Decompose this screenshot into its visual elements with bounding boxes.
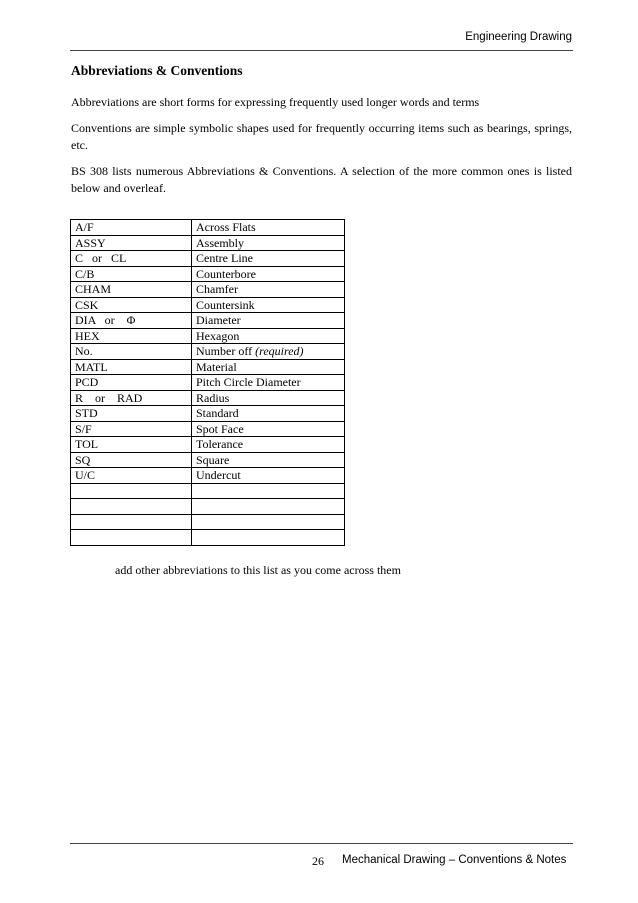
meaning-cell: [192, 468, 345, 484]
meaning-cell: [192, 344, 345, 360]
blank-cell: [71, 530, 192, 546]
header-rule: [70, 50, 573, 51]
table-row: [71, 344, 345, 360]
meaning-cell: [192, 359, 345, 375]
abbreviation-cell: DIA or Φ: [71, 313, 192, 329]
blank-cell: [71, 483, 192, 499]
abbreviation-cell: R or RAD: [71, 390, 192, 406]
table-row: [71, 375, 345, 391]
abbreviation-cell: ASSY: [71, 235, 192, 251]
meaning-cell: [192, 421, 345, 437]
abbreviation-cell: CHAM: [71, 282, 192, 298]
table-row: [71, 390, 345, 406]
abbreviation-cell: PCD: [71, 375, 192, 391]
abbreviation-cell: A/F: [71, 220, 192, 236]
table-row: [71, 251, 345, 267]
abbreviation-cell: STD: [71, 406, 192, 422]
meaning-text: Countersink: [196, 297, 255, 312]
footer-rule: [70, 843, 573, 844]
meaning-text: Standard: [196, 406, 239, 421]
meaning-text: Diameter: [196, 313, 241, 328]
table-row: [71, 235, 345, 251]
table-row: [71, 220, 345, 236]
abbreviation-cell: SQ: [71, 452, 192, 468]
table-row: [71, 406, 345, 422]
table-row: [71, 421, 345, 437]
meaning-cell: [192, 297, 345, 313]
running-footer: Mechanical Drawing – Conventions & Notes: [342, 854, 567, 866]
table-row: [71, 313, 345, 329]
abbreviation-cell: S/F: [71, 421, 192, 437]
meaning-text: Centre Line: [196, 251, 253, 266]
abbreviation-cell: U/C: [71, 468, 192, 484]
abbreviation-cell: HEX: [71, 328, 192, 344]
meaning-text: Counterbore: [196, 266, 256, 281]
meaning-cell: [192, 313, 345, 329]
paragraph-bs308: BS 308 lists numerous Abbreviations & Conventions. A selection of the more common ones is listed below and overleaf.: [71, 164, 572, 195]
blank-cell: [192, 483, 345, 499]
abbreviation-cell: TOL: [71, 437, 192, 453]
meaning-cell: [192, 266, 345, 282]
meaning-text: Undercut: [196, 468, 241, 483]
meaning-cell: [192, 406, 345, 422]
meaning-text: Material: [196, 359, 237, 374]
blank-row: [71, 499, 345, 515]
paragraph-abbreviations: Abbreviations are short forms for expressing frequently used longer words and terms: [71, 95, 480, 109]
table-row: [71, 468, 345, 484]
running-header: Engineering Drawing: [465, 31, 572, 43]
meaning-cell: [192, 328, 345, 344]
meaning-text: Pitch Circle Diameter: [196, 375, 301, 390]
meaning-cell: [192, 220, 345, 236]
page-number: 26: [312, 854, 324, 868]
blank-row: [71, 514, 345, 530]
table-row: [71, 297, 345, 313]
abbreviation-cell: No.: [71, 344, 192, 360]
blank-cell: [192, 530, 345, 546]
table-row: [71, 282, 345, 298]
meaning-text: Radius: [196, 390, 230, 405]
meaning-cell: [192, 452, 345, 468]
meaning-text: Square: [196, 452, 230, 467]
instruction-note: add other abbreviations to this list as you come across them: [115, 563, 401, 577]
meaning-text: Tolerance: [196, 437, 244, 452]
blank-cell: [71, 499, 192, 515]
abbreviation-cell: C or CL: [71, 251, 192, 267]
meaning-text: Hexagon: [196, 328, 240, 343]
meaning-cell: [192, 390, 345, 406]
meaning-text: Spot Face: [196, 421, 244, 436]
abbreviation-cell: MATL: [71, 359, 192, 375]
blank-cell: [192, 514, 345, 530]
table-row: [71, 437, 345, 453]
blank-row: [71, 483, 345, 499]
abbreviations-table: [70, 219, 345, 546]
meaning-text: Across Flats: [196, 220, 256, 235]
meaning-text: Chamfer: [196, 282, 238, 297]
meaning-cell: [192, 235, 345, 251]
table-row: [71, 452, 345, 468]
section-title: Abbreviations & Conventions: [71, 63, 243, 78]
abbreviation-cell: CSK: [71, 297, 192, 313]
meaning-cell: [192, 282, 345, 298]
table-row: [71, 328, 345, 344]
paragraph-conventions: Conventions are simple symbolic shapes used for frequently occurring items such as bearings, springs, etc.: [71, 121, 572, 152]
meaning-cell: [192, 375, 345, 391]
blank-row: [71, 530, 345, 546]
table-row: [71, 266, 345, 282]
meaning-text: Assembly: [196, 235, 244, 250]
meaning-cell: [192, 437, 345, 453]
meaning-note: (required): [255, 344, 304, 359]
blank-cell: [71, 514, 192, 530]
meaning-text: Number off: [196, 344, 253, 359]
table-row: [71, 359, 345, 375]
abbreviation-cell: C/B: [71, 266, 192, 282]
blank-cell: [192, 499, 345, 515]
meaning-cell: [192, 251, 345, 267]
